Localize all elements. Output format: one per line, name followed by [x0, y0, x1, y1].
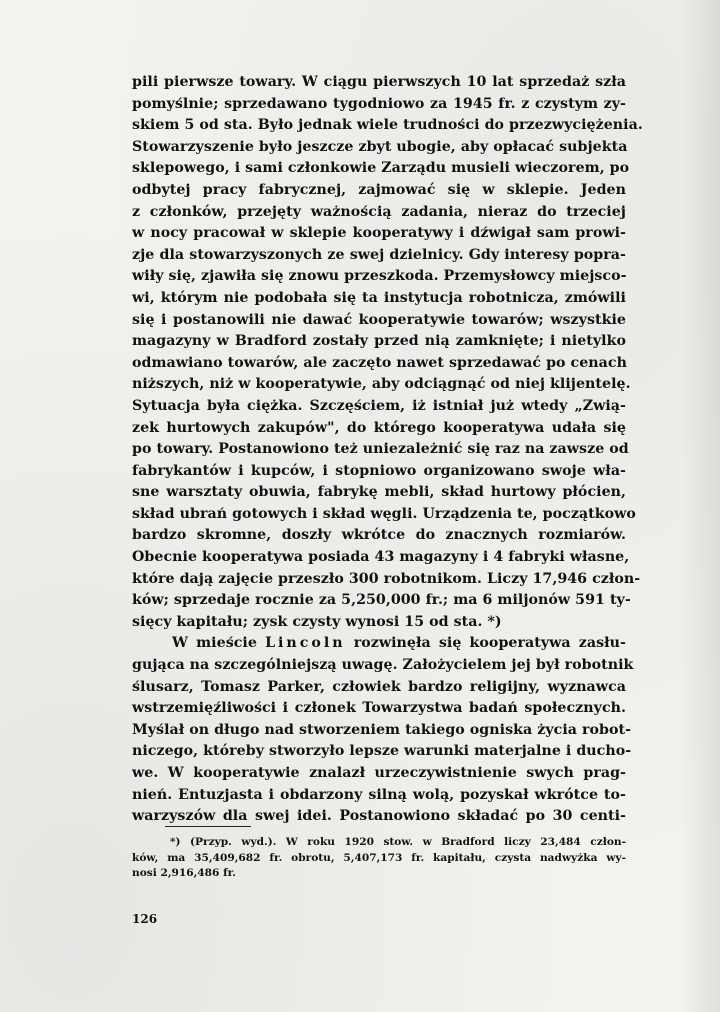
text-line: Stowarzyszenie było jeszcze zbyt ubogie, aby opłacać subjekta — [132, 138, 628, 155]
text-line: odbytej pracy fabrycznej, zajmować się w sklepie. Jeden — [132, 181, 626, 198]
paragraph-1 — [132, 72, 643, 633]
footnote-line: ków, ma 35,409,682 fr. obrotu, 5,407,173 fr. kapitału, czysta nadwyżka wy- — [132, 851, 626, 864]
footnote-line: *) (Przyp. wyd.). W roku 1920 stow. w Bradford liczy 23,484 człon- — [170, 836, 626, 848]
text-line: sne warsztaty obuwia, fabrykę mebli, skład hurtowy płócien, — [132, 484, 626, 501]
line-prefix: W mieście — [172, 635, 266, 652]
text-line: Obecnie kooperatywa posiada 43 magazyny i 4 fabryki własne, — [132, 549, 630, 566]
text-line: pomyślnie; sprzedawano tygodniowo za 1945 fr. z czystym zy- — [132, 95, 626, 112]
text-line: zek hurtowych zakupów", do którego kooperatywa udała się — [132, 419, 626, 436]
text-line: skład ubrań gotowych i skład węgli. Urządzenia te, początkowo — [132, 505, 636, 522]
text-line: niczego, któreby stworzyło lepsze warunki materjalne i ducho- — [132, 743, 632, 760]
text-line: sklepowego, i sami członkowie Zarządu musieli wieczorem, po — [132, 160, 630, 177]
text-line: niższych, niż w kooperatywie, aby odciągnąć od niej klijentelę. — [132, 376, 631, 393]
text-line: wi, którym nie podobała się ta instytucja robotnicza, zmówili — [132, 289, 626, 306]
text-line: w nocy pracował w sklepie kooperatywy i dźwigał sam prowi- — [132, 225, 626, 242]
text-line: wstrzemięźliwości i członek Towarzystwa badań społecznych. — [132, 700, 626, 717]
text-line: Sytuacja była ciężka. Szczęściem, iż istniał już wtedy „Zwią- — [132, 397, 626, 414]
city-name-spaced: Lincoln — [265, 635, 346, 652]
text-line: pili pierwsze towary. W ciągu pierwszych 10 lat sprzedaż szła — [132, 74, 626, 90]
text-line: warzyszów dla swej idei. Postanowiono składać po 30 centi- — [132, 808, 626, 825]
text-line: ślusarz, Tomasz Parker, człowiek bardzo religijny, wyznawca — [132, 678, 626, 695]
text-line: magazyny w Bradford zostały przed nią zamknięte; i nietylko — [132, 333, 626, 350]
text-line: sięcy kapitału; zysk czysty wynosi 15 od sta. *) — [132, 613, 502, 630]
text-line: gująca na szczególniejszą uwagę. Założycielem jej był robotnik — [132, 657, 634, 674]
footnote-line: nosi 2,916,486 fr. — [132, 867, 236, 879]
text-line: z członków, przejęty ważnością zadania, nieraz do trzeciej — [132, 203, 626, 220]
text-line: nień. Entuzjasta i obdarzony silną wolą, pozyskał wkrótce to- — [132, 786, 626, 803]
text-line: Myślał on długo nad stworzeniem takiego ogniska życia robot- — [132, 721, 632, 738]
text-line: po towary. Postanowiono też uniezależnić się raz na zawsze od — [132, 441, 629, 458]
text-line: ków; sprzedaje rocznie za 5,250,000 fr.; ma 6 miljonów 591 ty- — [132, 592, 631, 609]
text-line-first — [132, 633, 626, 655]
line-suffix: rozwinęła się kooperatywa zasłu- — [345, 635, 626, 652]
text-line: fabrykantów i kupców, i stopniowo organizowano swoje wła- — [132, 462, 626, 479]
page-edge-shadow — [680, 0, 720, 1012]
footnote — [132, 835, 626, 882]
footnote-divider — [165, 826, 251, 827]
text-line: które dają zajęcie przeszło 300 robotnikom. Liczy 17,946 człon- — [132, 570, 641, 587]
text-line: odmawiano towarów, ale zaczęto nawet sprzedawać po cenach — [132, 354, 627, 371]
text-line: we. W kooperatywie znalazł urzeczywistnienie swych prag- — [132, 765, 626, 781]
text-line: wiły się, zjawiła się znowu przeszkoda. Przemysłowcy miejsco- — [132, 268, 627, 285]
text-line: zje dla stowarzyszonych ze swej dzielnicy. Gdy interesy popra- — [132, 246, 626, 263]
text-line: skiem 5 od sta. Było jednak wiele trudności do przezwyciężenia. — [132, 117, 643, 134]
text-line: bardzo skromne, doszły wkrótce do znacznych rozmiarów. — [132, 527, 626, 544]
paragraph-2 — [132, 633, 634, 827]
page-number: 126 — [132, 912, 158, 926]
main-text — [132, 72, 643, 828]
text-line: się i postanowili nie dawać kooperatywie towarów; wszystkie — [132, 311, 626, 328]
